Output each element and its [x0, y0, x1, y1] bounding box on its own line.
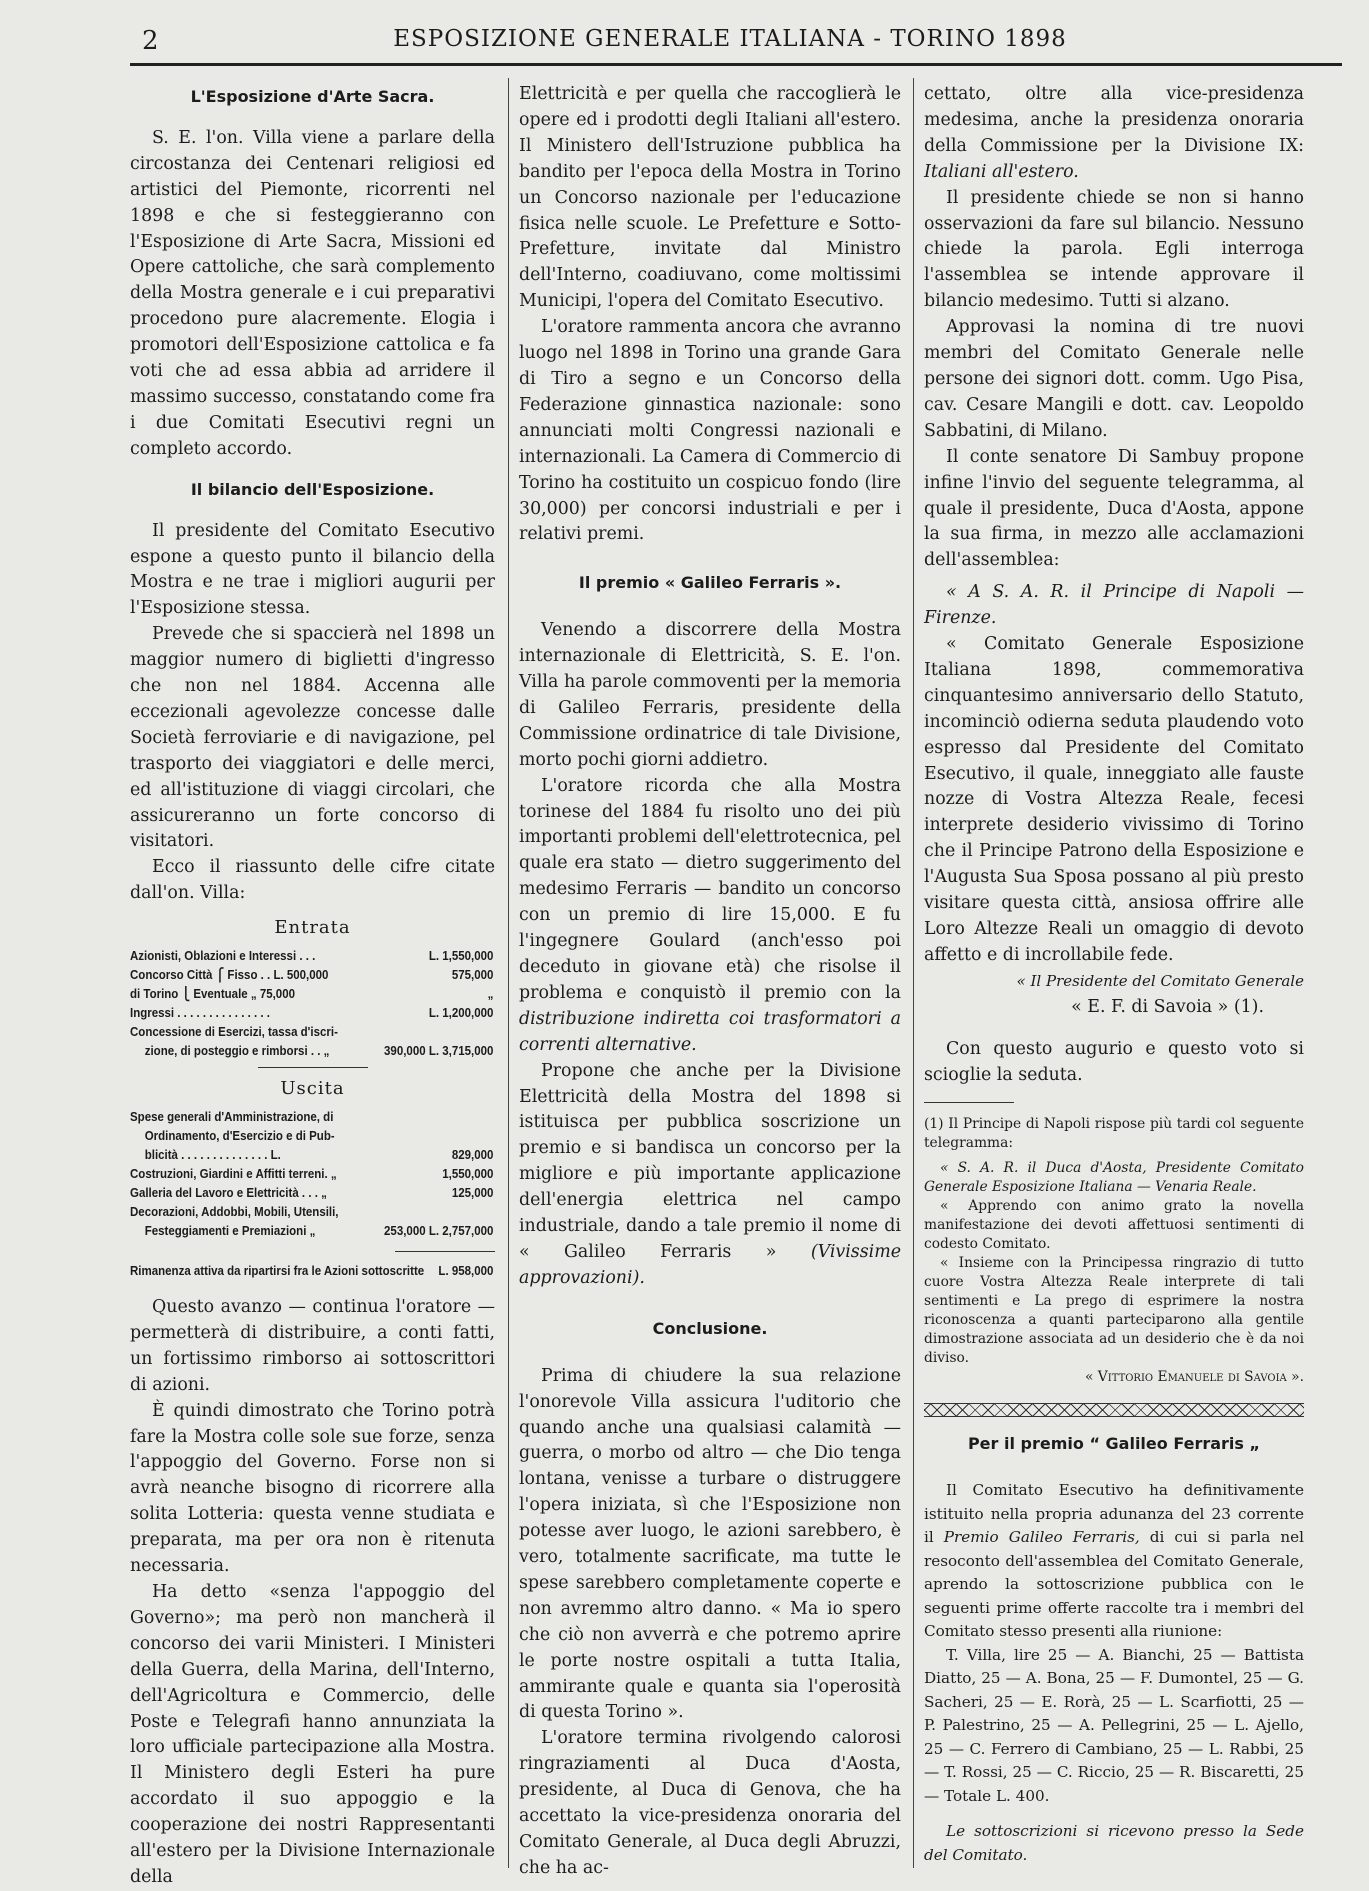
paragraph: L'oratore rammenta ancora che avranno luogo nel 1898 in Torino una grande Gara di Tiro a segno e un Concorso della Federazione ginnastica nazionale: sono annunciati molti Congressi nazionali e internazionali. La Camera di Commercio di Torino ha costituito un cospicuo fondo (lire 30,000) per concorsi industriali e per i relativi premi. — [519, 317, 901, 545]
column-divider-2 — [913, 78, 914, 1868]
paragraph: L'oratore termina rivolgendo calorosi ringraziamenti al Duca d'Aosta, presidente, al Duca di Genova, che ha accettato la vice-presidenza onoraria del Comitato Generale, al Duca degli Abruzzi, che ha ac- — [519, 1728, 901, 1878]
paragraph: Prima di chiudere la sua relazione l'onorevole Villa assicura l'uditorio che quando anche una qualsiasi calamità — guerra, o morbo od altro — che Dio tenga lontana, venisse a turbare o distruggere l'opera iniziata, sì che l'Esposizione non potesse aver luogo, le azioni sarebbero, è vero, totalmente sacrificate, ma tutte le spese sarebbero completamente coperte e non avremmo altro danno. « Ma io spero che ciò non avverrà e che potremo aprire le porte nostre ospitali a tutta Italia, ammirante quale e quanta sia l'operosità di questa Torino ». — [519, 1365, 901, 1723]
paragraph: Il Comitato Esecutivo ha definitivamente istituito nella propria adunanza del 23 corrente il Premio Galileo Ferraris, di cui si parla nel resoconto dell'assemblea del Comitato Generale, aprendo la sottoscrizione pubblica con le seguenti prime offerte raccolte tra i membri del Comitato stesso presenti alla riunione: — [924, 1481, 1305, 1641]
paragraph: Ha detto «senza l'appoggio del Governo»; ma però non mancherà il concorso dei varii Ministeri. I Ministeri della Guerra, della Marina, dell'Interno, dell'Agricoltura e Commercio, delle Poste e Telegrafi hanno annunziata la loro ufficiale partecipazione alla Mostra. Il Ministero degli Esteri ha pure accordato il suo appoggio e la cooperazione dei nostri Rappresentanti all'estero per la Divisione Internazionale della — [130, 1581, 495, 1887]
table-row: Costruzioni, Giardini e Affitti terreni. „ 1,550,000 — [130, 1167, 494, 1181]
page-header — [130, 24, 1330, 62]
ornamental-divider — [924, 1403, 1304, 1417]
heading-bilancio: Il bilancio dell'Esposizione. — [190, 479, 435, 499]
telegram-signature: « E. F. di Savoia » (1). — [1071, 996, 1264, 1017]
uscita-table — [130, 1108, 493, 1241]
table-row: zione, di posteggio e rimborsi . . „ 390,000 L. 3,715,000 — [144, 1044, 494, 1059]
paragraph: È quindi dimostrato che Torino potrà fare la Mostra colle sole sue forze, senza l'appoggio del Governo. Forse non si avrà neanche bisogno di ricorrere alla solita Lotteria: questa venne studiata e preparata, ma per ora non è ritenuta necessaria. — [130, 1400, 495, 1577]
paragraph: cettato, oltre alla vice-presidenza medesima, anche la presidenza onoraria della Commissione per la Divisione IX: Italiani all'estero. — [924, 84, 1304, 182]
column-3 — [924, 82, 1304, 1867]
paragraph: Con questo augurio e questo voto si scioglie la seduta. — [924, 1038, 1304, 1085]
footnote-divider — [924, 1102, 1014, 1103]
paragraph: Prevede che si spaccierà nel 1898 un maggior numero di biglietti d'ingresso che non nel 1884. Accenna alle eccezionali agevolezze concesse dalle Società ferroviarie e di navigazione, pel trasporto dei viaggiatori e delle merci, ed all'istituzione di viaggi circolari, che assicureranno un forte concorso di visitatori. — [130, 624, 495, 852]
paragraph: Venendo a discorrere della Mostra internazionale di Elettricità, S. E. l'on. Villa ha parole commoventi per la memoria di Galileo Ferraris, presidente della Commissione ordinatrice di tale Divisione, morto pochi giorni addietro. — [519, 620, 901, 770]
telegram-signature-title: « Il Presidente del Comitato Generale — [1016, 971, 1304, 990]
paragraph: S. E. l'on. Villa viene a parlare della circostanza dei Centenari religiosi ed artistici del Piemonte, ricorrenti nel 1898 e che si festeggieranno con l'Esposizione di Arte Sacra, Missioni ed Opere cattoliche, che sarà complemento della Mostra generale e i cui preparativi procedono pure alacremente. Elogia i promotori dell'Esposizione cattolica e fa voti che ad essa abbia ad arridere il massimo successo, constatando come fra i due Comitati Esecutivi regni un completo accordo. — [130, 127, 495, 459]
table-row: Decorazioni, Addobbi, Mobili, Utensili, — [130, 1205, 339, 1219]
paragraph: Ecco il riassunto delle cifre citate dall'on. Villa: — [130, 857, 495, 904]
heading-arte-sacra: L'Esposizione d'Arte Sacra. — [190, 87, 435, 106]
paragraph: Questo avanzo — continua l'oratore — permetterà di distribuire, a conti fatti, un fortissimo rimborso ai sottoscrittori di azioni. — [130, 1297, 495, 1395]
table-row: Ingressi . . . . . . . . . . . . . . . L. 1,200,000 — [130, 1006, 494, 1021]
table-row: di Torino ⎩ Eventuale „ 75,000 „ — [130, 987, 494, 1002]
paragraph: Le sottoscrizioni si ricevono presso la Sede del Comitato. — [924, 1822, 1304, 1864]
paragraph: Propone che anche per la Divisione Elettricità della Mostra del 1898 si istituisca per pubblica soscrizione un premio e si bandisca un concorso per la migliore e più importante applicazione dell'energia elettrica nel campo industriale, dando a tale premio il nome di « Galileo Ferraris » (Vivissime approvazioni). — [519, 1060, 901, 1288]
subscribers-list: T. Villa, lire 25 — A. Bianchi, 25 — Battista Diatto, 25 — A. Bona, 25 — F. Dumontel, 25 — G. Sacheri, 25 — E. Rorà, 25 — L. Scarfiotti, 25 — P. Palestrino, 25 — A. Pellegrini, 25 — L. Ajello, 25 — C. Ferrero di Cambiano, 25 — L. Rabbi, 25 — T. Rossi, 25 — C. Riccio, 25 — R. Biscaretti, 25 — Totale L. 400. — [924, 1645, 1304, 1805]
uscita-title: Uscita — [280, 1078, 345, 1100]
telegram-address: « A S. A. R. il Principe di Napoli — Firenze. — [924, 582, 1304, 629]
heading-premio-ferraris: Il premio « Galileo Ferraris ». — [578, 573, 842, 593]
header-rule — [130, 63, 1342, 66]
column-1 — [130, 82, 495, 1891]
footnote: « Insieme con la Principessa ringrazio di tutto cuore Vostra Altezza Reale interprete di tali sentimenti e La prego di esprimere la nostra riconoscenza a quanti parteciparono alla gentile dimostrazione associata ad un desiderio che è da noi diviso. — [924, 1255, 1304, 1367]
footnote: (1) Il Principe di Napoli rispose più tardi col seguente telegramma: — [924, 1116, 1304, 1152]
table-row: Ordinamento, d'Esercizio e di Pub- — [144, 1129, 335, 1143]
table-row: blicità . . . . . . . . . . . . . . L. 829,000 — [144, 1148, 494, 1162]
paragraph: Elettricità e per quella che raccoglierà le opere ed i prodotti degli Italiani all'estero. Il Ministero dell'Istruzione pubblica ha bandito per l'epoca della Mostra in Torino un Concorso nazionale per l'educazione fisica nelle scuole. Le Prefetture e Sotto-Prefetture, invitate dal Ministro dell'Interno, coadiuvano, come moltissimi Municipi, l'opera del Comitato Esecutivo. — [519, 84, 901, 312]
paragraph: Approvasi la nomina di tre nuovi membri del Comitato Generale nelle persone dei signori dott. comm. Ugo Pisa, cav. Cesare Mangili e dott. cav. Leopoldo Sabbatini, di Milano. — [924, 317, 1304, 441]
paragraph: L'oratore ricorda che alla Mostra torinese del 1884 fu risolto uno dei più importanti problemi dell'elettrotecnica, pel quale era stato — dietro suggerimento del medesimo Ferraris — bandito un concorso con un premio di lire 15,000. E fu l'ingegnere Goulard (anch'esso poi deceduto in giovane età) che risolse il problema e conquistò il premio con la distribuzione indiretta coi trasformatori a correnti alternative. — [519, 775, 901, 1055]
footnote-signature: « Vittorio Emanuele di Savoia ». — [1084, 1369, 1304, 1386]
telegram-text: « Comitato Generale Esposizione Italiana 1898, commemorativa cinquantesimo anniversario dello Statuto, incominciò odierna seduta plaudendo voto espresso dal Presidente del Comitato Esecutivo, il quale, inneggiato alle fauste nozze di Vostra Altezza Reale, fecesi interprete desiderio vivissimo di Torino che il Principe Patrono della Esposizione e l'Augusta Sua Sposa possano al più presto visitare questa città, ansiosa offrire alle Loro Altezze Reali un omaggio di devoto affetto e di incrollabile fede. — [924, 634, 1304, 965]
paragraph: Il presidente del Comitato Esecutivo espone a questo punto il bilancio della Mostra e ne trae i migliori augurii per l'Esposizione stessa. — [130, 520, 495, 619]
column-2 — [519, 82, 901, 1882]
paragraph: Il presidente chiede se non si hanno osservazioni da fare sul bilancio. Nessuno chiede la parola. Egli interroga l'assemblea se intende approvare il bilancio medesimo. Tutti si alzano. — [924, 187, 1304, 312]
running-head: ESPOSIZIONE GENERALE ITALIANA - TORINO 1898 — [393, 26, 1067, 52]
page-number: 2 — [142, 26, 159, 56]
entrata-title: Entrata — [274, 917, 351, 939]
table-row: Galleria del Lavoro e Elettricità . . . „ 125,000 — [130, 1186, 494, 1200]
table-row: Concessione di Esercizi, tassa d'iscri- — [130, 1025, 338, 1040]
footnote: « S. A. R. il Duca d'Aosta, Presidente Comitato Generale Esposizione Italiana — Venaria Reale. — [924, 1160, 1304, 1196]
paragraph: Il conte senatore Di Sambuy propone infine l'invio del seguente telegramma, al quale il presidente, Duca d'Aosta, appone la sua firma, in mezzo alle acclamazioni dell'assemblea: — [924, 446, 1304, 571]
heading-conclusione: Conclusione. — [652, 1318, 768, 1338]
rimanenza-row: Rimanenza attiva da ripartirsi fra le Azioni sottoscritte L. 958,000 — [130, 1264, 494, 1278]
footnote: « Apprendo con animo grato la novella manifestazione dei devoti affettuosi sentimenti di codesto Comitato. — [924, 1198, 1304, 1253]
column-divider-1 — [508, 78, 509, 1868]
heading-per-il-premio: Per il premio “ Galileo Ferraris „ — [967, 1434, 1261, 1454]
entrata-table — [130, 947, 493, 1061]
table-row: Concorso Città ⎧ Fisso . . L. 500,000 575,000 — [130, 968, 494, 983]
divider — [258, 1067, 368, 1068]
table-row: Festeggiamenti e Premiazioni „ 253,000 L. 2,757,000 — [144, 1224, 494, 1238]
table-row: Spese generali d'Amministrazione, di — [130, 1110, 334, 1124]
table-row: Azionisti, Oblazioni e Interessi . . . L. 1,550,000 — [130, 949, 494, 964]
divider — [395, 1251, 495, 1252]
